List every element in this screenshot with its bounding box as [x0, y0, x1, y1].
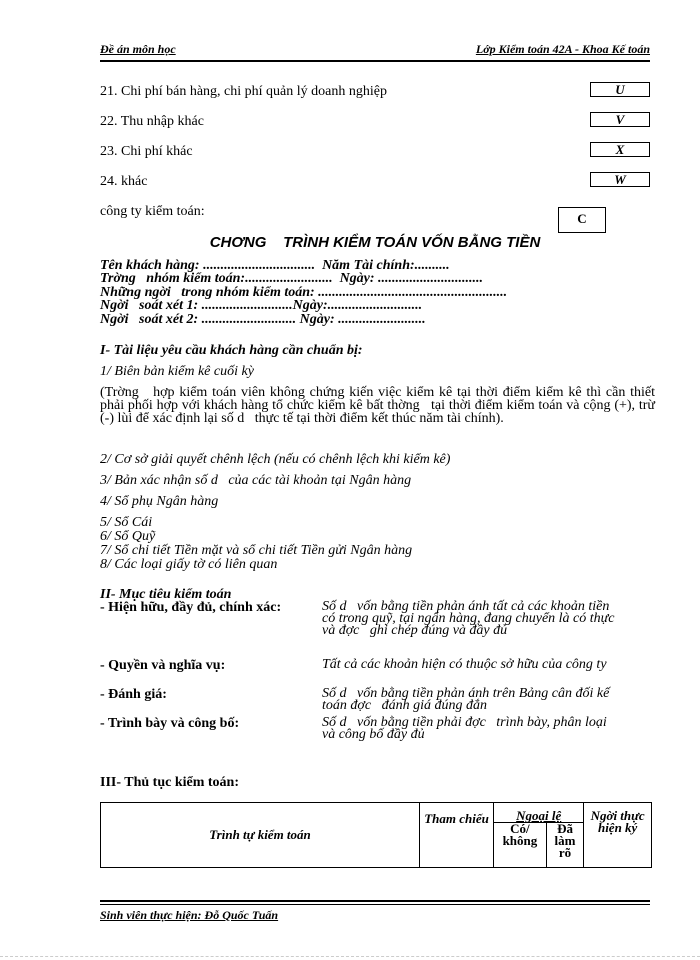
item-23-code: X [590, 142, 650, 157]
header-course: Đề án môn học [100, 42, 176, 56]
page-edge [0, 956, 700, 957]
doc-item-1: 1/ Biên bản kiểm kê cuối kỳ [100, 364, 254, 379]
objective-valuation-desc: Số d vốn bằng tiền phản ánh trên Bảng cân đối kế toán đợc đánh giá đúng đắn [322, 686, 613, 713]
objective-existence-label: - Hiện hữu, đầy đủ, chính xác: [100, 600, 282, 615]
item-24-label: 24. khác [100, 174, 148, 189]
section-2-heading: II- Mục tiêu kiểm toán [100, 587, 232, 602]
section-3-heading: III- Thủ tục kiểm toán: [100, 775, 239, 790]
item-24-code: W [590, 172, 650, 187]
col-has-header: Có/ không [494, 823, 547, 868]
footer-student: Sinh viên thực hiện: Đỗ Quốc Tuấn [100, 908, 279, 922]
program-title: CHƠNG TRÌNH KIỂM TOÁN VỐN BẰNG TIỀN [209, 234, 541, 251]
company-line-label: công ty kiểm toán: [100, 204, 205, 219]
doc-item-4: 4/ Sổ phụ Ngân hàng [100, 494, 219, 509]
section-1-heading: I- Tài liệu yêu cầu khách hàng cần chuẩn bị: [100, 343, 363, 358]
col-exception-header: Ngoại lệ [494, 803, 584, 823]
item-21-code: U [590, 82, 650, 97]
audit-procedure-table [100, 802, 652, 868]
info-team-lead: Trờng nhóm kiểm toán:......................... Ngày: .............................. [100, 271, 484, 286]
item-22-label: 22. Thu nhập khác [100, 114, 204, 129]
col-sequence-header: Trình tự kiểm toán [101, 803, 420, 868]
objective-presentation-label: - Trình bày và công bố: [100, 716, 240, 731]
inventory-note: (Trờng hợp kiểm toán viên không chứng kiến việc kiểm kê tại thời điểm kiểm kê thì cần thiết phải phối hợp với khách hàng tổ chức kiểm kê bất thờng tại thời điểm kiểm toán và cộng (+), trừ (-) lùi để xác định lại số d thực tế tại thời điểm kết thúc năm tài chính). [100, 385, 659, 426]
objective-valuation-label: - Đánh giá: [100, 687, 167, 702]
item-22-code: V [590, 112, 650, 127]
doc-item-6: 6/ Sổ Quỹ [100, 529, 156, 544]
item-23-label: 23. Chi phí khác [100, 144, 193, 159]
header-class: Lớp Kiểm toán 42A - Khoa Kế toán [475, 42, 650, 56]
info-reviewer-2: Ngời soát xét 2: ........................... Ngày: ......................... [100, 312, 426, 327]
objective-presentation-desc: Số d vốn bằng tiền phải đợc trình bày, phân loại và công bố đầy đủ [322, 715, 611, 742]
objective-rights-label: - Quyền và nghĩa vụ: [100, 658, 226, 673]
header-divider [100, 60, 650, 62]
doc-item-3: 3/ Bản xác nhận số d của các tài khoản tại Ngân hàng [100, 473, 412, 488]
col-performer-header: Ngời thực hiện ký [584, 803, 652, 868]
info-team-members: Những ngời trong nhóm kiểm toán: ...................................................... [100, 285, 508, 300]
footer-divider-thick [100, 900, 650, 902]
company-code-box: C [558, 207, 606, 233]
doc-item-2: 2/ Cơ sở giải quyết chênh lệch (nếu có chênh lệch khi kiểm kê) [100, 452, 451, 467]
doc-item-8: 8/ Các loại giấy tờ có liên quan [100, 557, 278, 572]
item-21-label: 21. Chi phí bán hàng, chi phí quản lý doanh nghiệp [100, 84, 387, 99]
objective-rights-desc: Tất cả các khoản hiện có thuộc sở hữu của công ty [322, 657, 607, 672]
doc-item-5: 5/ Sổ Cái [100, 515, 153, 530]
info-client: Tên khách hàng: ................................ Năm Tài chính:.......... [100, 258, 450, 273]
info-reviewer-1: Ngời soát xét 1: ..........................Ngày:........................... [100, 298, 423, 313]
col-reference-header: Tham chiếu [420, 803, 494, 868]
doc-item-7: 7/ Sổ chi tiết Tiền mặt và sổ chi tiết Tiền gửi Ngân hàng [100, 543, 413, 558]
objective-existence-desc: Số d vốn bằng tiền phản ánh tất cả các khoản tiền có trong quỹ, tại ngân hàng, đang chuyển là có thực và đợc ghi chép đúng và đầy đủ [322, 599, 619, 638]
footer-divider-thin [100, 904, 650, 905]
col-clarified-header: Đã làm rõ [546, 823, 584, 868]
